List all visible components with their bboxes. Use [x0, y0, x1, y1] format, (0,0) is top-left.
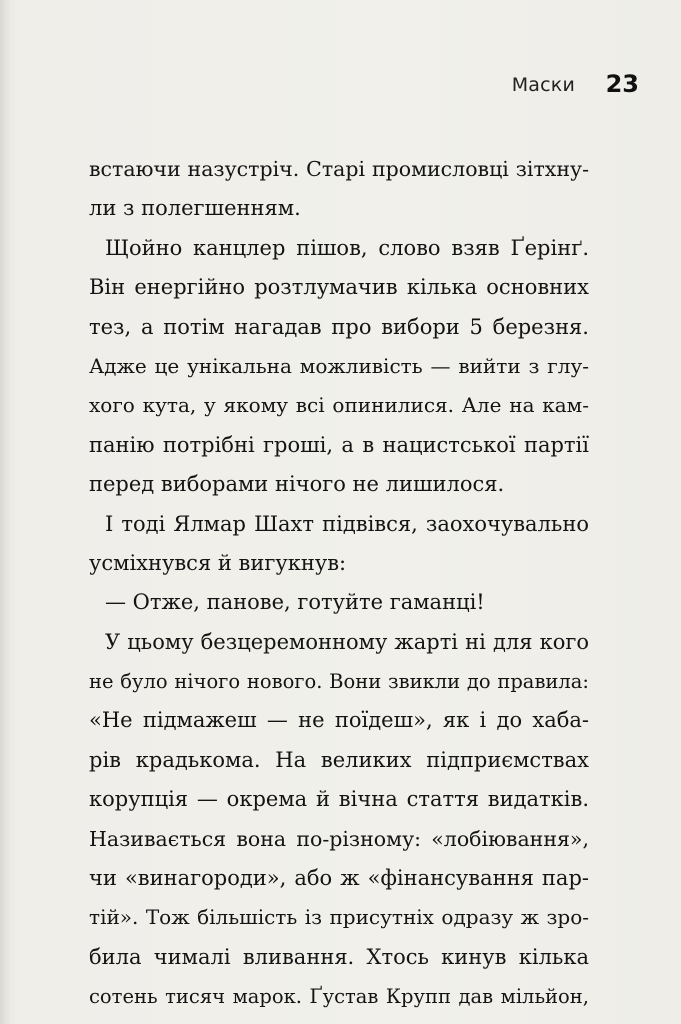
- page-number: 23: [605, 70, 639, 98]
- text-line: встаючи назустріч. Старі промисловці зітхну-: [89, 157, 589, 181]
- text-line: І тоді Ялмар Шахт підвівся, заохочувально: [105, 511, 589, 536]
- text-line: Щойно канцлер пішов, слово взяв Ґерінґ.: [105, 235, 589, 260]
- text-line: била чималі вливання. Хтось кинув кілька: [89, 944, 589, 969]
- text-line: корупція — окрема й вічна стаття видатків.: [89, 787, 589, 812]
- text-line: Адже це унікальна можливість — вийти з глу-: [89, 353, 589, 378]
- text-line: хого кута, у якому всі опинилися. Але на кам-: [89, 393, 589, 418]
- text-line: «Не підмажеш — не поїдеш», як і до хаба-: [89, 708, 589, 733]
- text-line: чи «винагороди», або ж «фінансування пар-: [89, 866, 589, 891]
- text-line: перед виборами нічого не лишилося.: [89, 472, 505, 497]
- text-line: усміхнувся й вигукнув:: [89, 550, 347, 575]
- text-line: — Отже, панове, готуйте гаманці!: [105, 590, 485, 615]
- body-text: [89, 150, 589, 1017]
- text-line: сотень тисяч марок. Ґустав Крупп дав мільйон,: [89, 985, 589, 1009]
- text-line: ли з полегшенням.: [89, 196, 301, 221]
- text-line: Він енергійно розтлумачив кілька основних: [89, 275, 589, 300]
- text-line: Називається вона по-різному: «лобіювання»,: [89, 826, 589, 851]
- text-line: не було нічого нового. Вони звикли до правила:: [89, 670, 589, 694]
- text-line: У цьому безцеремонному жарті ні для кого: [105, 629, 589, 654]
- spine-shadow: [0, 0, 10, 1024]
- text-line: рів крадькома. На великих підприємствах: [89, 747, 589, 772]
- running-header-title: Маски: [511, 74, 575, 96]
- text-line: тез, а потім нагадав про вибори 5 березня.: [89, 314, 589, 339]
- text-line: тій». Тож більшість із присутніх одразу ж зро-: [89, 905, 589, 930]
- text-line: панію потрібні гроші, а в нацистської партії: [89, 432, 589, 457]
